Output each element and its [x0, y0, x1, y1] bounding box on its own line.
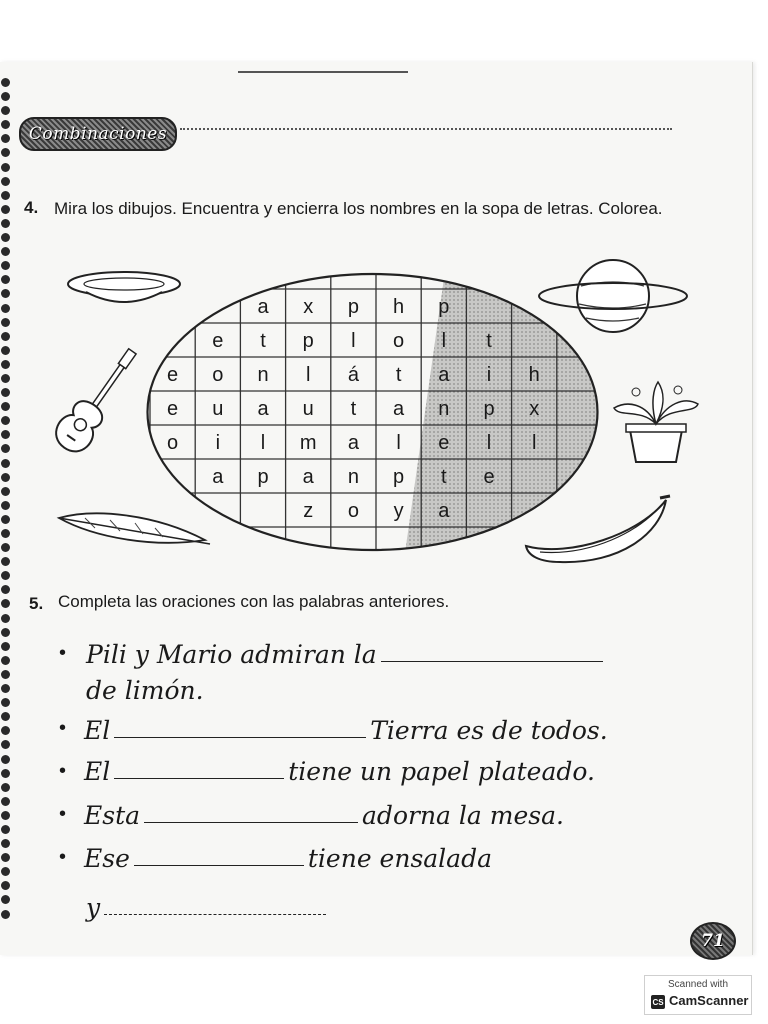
puzzle-letter: e — [438, 432, 450, 454]
puzzle-letter: l — [441, 330, 447, 352]
puzzle-letter: l — [396, 432, 401, 454]
section-tag: Combinaciones — [19, 117, 177, 151]
puzzle-letter: l — [531, 432, 537, 454]
sentence-6-start: y — [86, 893, 101, 922]
puzzle-letter: p — [257, 466, 269, 488]
puzzle-letter: p — [347, 296, 359, 318]
puzzle-letter: x — [303, 296, 314, 318]
exercise-4-instruction: Mira los dibujos. Encuentra y encierra los nombres en la sopa de letras. Colorea. — [54, 199, 663, 218]
bullet-4: • — [59, 803, 67, 825]
sentence-5-start: Ese — [84, 844, 130, 873]
puzzle-letter: u — [212, 398, 224, 420]
puzzle-letter: e — [167, 398, 179, 420]
puzzle-letter: p — [483, 398, 495, 420]
bullet-3: • — [59, 760, 67, 782]
guitar-icon — [50, 340, 145, 462]
sentence-5 — [84, 844, 492, 873]
puzzle-letter: x — [529, 398, 540, 420]
puzzle-letter: l — [351, 330, 356, 352]
puzzle-letter: l — [305, 364, 311, 386]
scanner-brand: CamScanner — [669, 993, 749, 1008]
bullet-1: • — [59, 642, 67, 664]
puzzle-letter: n — [438, 398, 450, 420]
puzzle-letter: h — [393, 296, 405, 318]
puzzle-letter: l — [486, 432, 492, 454]
puzzle-letter: o — [393, 330, 405, 352]
sentence-4-start: Esta — [84, 801, 141, 830]
top-rule — [238, 71, 408, 73]
bullet-2: • — [59, 717, 67, 739]
spiral-binding — [0, 78, 14, 948]
puzzle-letter: a — [257, 296, 269, 318]
sentence-1 — [86, 640, 607, 669]
sentence-2 — [84, 716, 608, 745]
flowerpot-icon — [610, 378, 702, 466]
page-number-badge: 71 — [690, 922, 736, 960]
puzzle-letter: a — [347, 432, 359, 454]
puzzle-letter: t — [486, 330, 492, 352]
puzzle-letter: t — [441, 466, 447, 488]
puzzle-letter: e — [167, 364, 179, 386]
puzzle-letter: e — [212, 330, 224, 352]
puzzle-letter: n — [257, 364, 269, 386]
answer-blank-4[interactable] — [144, 821, 358, 823]
sentence-4-end: adorna la mesa. — [362, 801, 564, 830]
puzzle-letter: t — [395, 364, 402, 386]
puzzle-letter: o — [212, 364, 224, 386]
sentence-3-end: tiene un papel plateado. — [288, 757, 595, 786]
puzzle-letter: p — [393, 466, 405, 488]
answer-blank-3[interactable] — [114, 777, 284, 779]
puzzle-letter: o — [167, 432, 179, 454]
puzzle-letter: t — [260, 330, 266, 352]
camscanner-watermark — [644, 975, 752, 1015]
dotted-line — [180, 128, 672, 130]
puzzle-letter: h — [528, 364, 540, 386]
puzzle-letter: t — [350, 398, 357, 420]
sentence-1-start: Pili y Mario admiran la — [86, 640, 377, 669]
puzzle-letter: n — [347, 466, 359, 488]
answer-blank-2[interactable] — [114, 736, 366, 738]
puzzle-letter: m — [299, 432, 317, 454]
puzzle-letter: á — [347, 364, 359, 386]
puzzle-letter: a — [438, 364, 450, 386]
puzzle-letter: a — [212, 466, 224, 488]
word-search-puzzle — [145, 271, 600, 553]
sentence-2-start: El — [84, 716, 111, 745]
answer-blank-6[interactable] — [104, 913, 326, 915]
puzzle-letter: a — [302, 466, 314, 488]
puzzle-letter: y — [393, 500, 404, 522]
exercise-5-instruction: Completa las oraciones con las palabras anteriores. — [58, 592, 450, 611]
puzzle-letter: u — [302, 398, 314, 420]
sentence-6 — [86, 893, 330, 922]
sentence-2-end: Tierra es de todos. — [370, 716, 608, 745]
puzzle-letter: o — [347, 500, 359, 522]
puzzle-letter: i — [215, 432, 221, 454]
puzzle-letter: z — [303, 500, 314, 522]
sentence-3 — [84, 757, 595, 786]
exercise-4-number: 4. — [24, 198, 39, 217]
answer-blank-5[interactable] — [134, 864, 304, 866]
puzzle-letter: a — [393, 398, 405, 420]
puzzle-letter: a — [257, 398, 269, 420]
exercise-5-number: 5. — [29, 594, 44, 613]
sentence-5-end: tiene ensalada — [307, 844, 492, 873]
sentence-3-start: El — [84, 757, 111, 786]
puzzle-letter: p — [302, 330, 314, 352]
sentence-1-continuation — [86, 676, 204, 705]
sentence-4 — [84, 801, 564, 830]
puzzle-letter: i — [486, 364, 492, 386]
answer-blank-1[interactable] — [381, 660, 603, 662]
puzzle-letter: l — [260, 432, 266, 454]
puzzle-letter: e — [483, 466, 495, 488]
sentence-1-end: de limón. — [86, 676, 204, 705]
camscanner-logo-icon: CS — [651, 995, 665, 1009]
puzzle-letter: a — [438, 500, 450, 522]
bullet-5: • — [59, 846, 67, 868]
puzzle-letter: p — [438, 296, 450, 318]
scanner-caption: Scanned with — [667, 979, 729, 990]
